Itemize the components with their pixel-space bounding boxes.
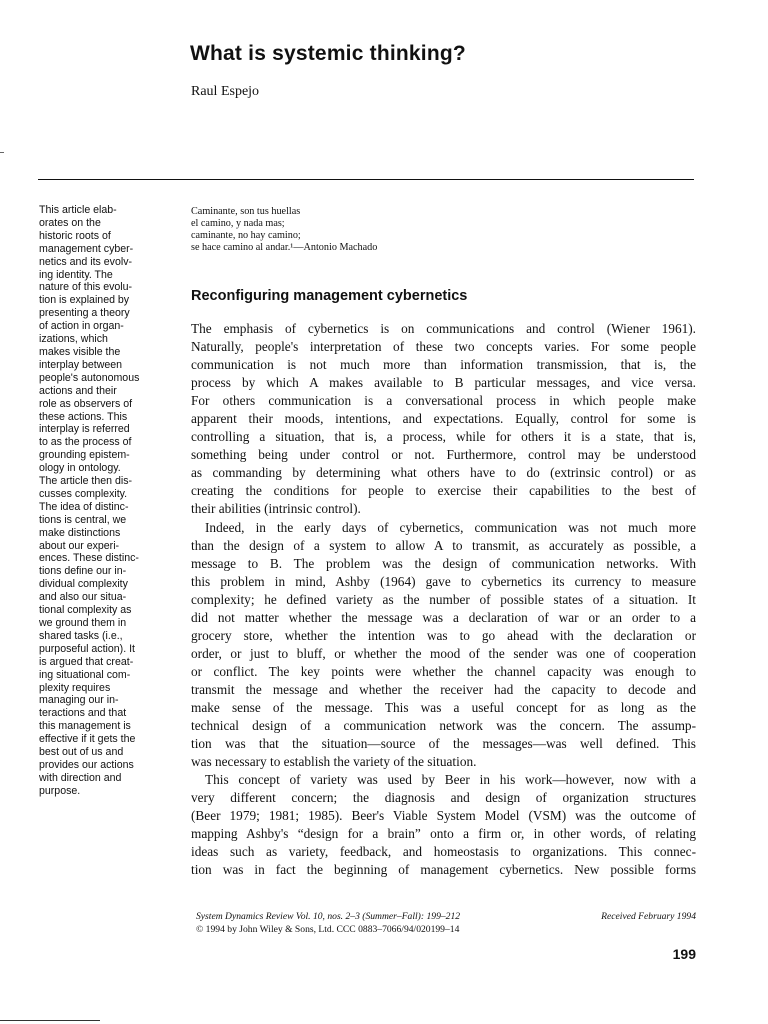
abstract-line: managing our in-: [39, 694, 119, 707]
abstract-line: of action in organ-: [39, 320, 124, 333]
body-line: or conflict. The key points were whether the channel capacity was enough to: [191, 663, 696, 679]
abstract-line: tions is central, we: [39, 513, 127, 526]
copyright-line: © 1994 by John Wiley & Sons, Ltd. CCC 0883–7066/94/020199–14: [196, 923, 460, 935]
body-line: mapping Ashby's “design for a brain” onto a firm or, in other words, of relating: [191, 826, 696, 842]
abstract-line: about our experi-: [39, 539, 120, 552]
abstract-line: to as the process of: [39, 436, 132, 449]
body-line: complexity; he defined variety as the number of possible states of a situation. It: [191, 591, 696, 607]
body-line: order, or just to bluff, or whether the mood of the sender was one of cooperation: [191, 645, 696, 661]
footer-citation: [196, 911, 460, 936]
journal-citation: System Dynamics Review Vol. 10, nos. 2–3 (Summer–Fall): 199–212: [196, 911, 461, 922]
body-line: their abilities (intrinsic control).: [191, 501, 361, 517]
body-text: [191, 320, 696, 879]
abstract-line: izations, which: [39, 333, 108, 346]
abstract-line: ology in ontology.: [39, 462, 121, 475]
abstract-line: role as observers of: [39, 397, 133, 410]
abstract-line: nature of this evolu-: [39, 281, 133, 294]
body-line: For others communication is a conversational process in which people make: [191, 393, 696, 409]
abstract-line: ences. These distinc-: [39, 552, 139, 565]
abstract-line: cusses complexity.: [39, 487, 128, 500]
body-line: message to B. The problem was the design of communication networks. With: [191, 555, 696, 571]
abstract-line: and also our situa-: [39, 591, 127, 604]
abstract-line: effective if it gets the: [39, 733, 136, 746]
section-heading: Reconfiguring management cybernetics: [191, 288, 468, 304]
abstract-line: is argued that creat-: [39, 655, 134, 668]
body-line: This concept of variety was used by Beer in his work—however, now with a: [205, 772, 696, 788]
abstract-line: makes visible the: [39, 345, 121, 358]
abstract-line: historic roots of: [39, 229, 111, 242]
body-line: Naturally, people's interpretation of these two concepts varies. For some people: [191, 339, 696, 355]
epigraph-line: el camino, y nada mas;: [191, 218, 285, 229]
header-divider: [38, 179, 694, 180]
page-number: 199: [672, 946, 696, 962]
body-line: creating the conditions for people to exercise their capabilities to the best of: [191, 483, 696, 499]
body-line: this problem in mind, Ashby (1964) gave to cybernetics its currency to measure: [191, 573, 696, 589]
body-line: technical design of a communication network was the concern. The assump-: [191, 718, 696, 734]
abstract-line: plexity requires: [39, 681, 111, 694]
abstract-line: interplay is referred: [39, 423, 130, 436]
abstract-line: provides our actions: [39, 758, 134, 771]
body-line: something being under control or not. Furthermore, control may be understood: [191, 447, 696, 463]
body-line: grocery store, whether the intention was to go ahead with the declaration or: [191, 627, 696, 643]
body-line: apparent their moods, intentions, and expectations. Equally, control for some is: [191, 411, 696, 427]
epigraph-line: caminante, no hay camino;: [191, 230, 301, 241]
abstract-line: management cyber-: [39, 242, 134, 255]
body-line: process by which A makes available to B particular messages, and vice versa.: [191, 375, 696, 391]
abstract-line: tion is explained by: [39, 294, 130, 307]
body-line: The emphasis of cybernetics is on communications and control (Wiener 1961).: [191, 321, 696, 336]
epigraph-line: Caminante, son tus huellas: [191, 206, 301, 217]
abstract-line: teractions and that: [39, 707, 127, 720]
body-line: transmit the message and whether the receiver had the capacity to decode and: [191, 681, 696, 697]
abstract-sidebar: [39, 204, 169, 798]
body-line: as commanding by determining what others have to do (extrinsic control) or as: [191, 465, 696, 481]
abstract-line: tional complexity as: [39, 604, 132, 617]
body-line: (Beer 1979; 1981; 1985). Beer's Viable System Model (VSM) was the outcome of: [191, 808, 696, 824]
body-line: than the design of a system to allow A to transmit, as accurately as possible, a: [191, 537, 696, 553]
abstract-line: tions define our in-: [39, 565, 127, 578]
abstract-line: This article elab-: [39, 204, 117, 216]
abstract-line: grounding epistem-: [39, 449, 130, 462]
body-line: tion was in fact the beginning of management cybernetics. New possible forms: [191, 862, 696, 878]
body-line: did not matter whether the message was a declaration of war or an order to a: [191, 609, 696, 625]
article-title: What is systemic thinking?: [190, 42, 466, 65]
scan-edge-mark-bottom: [0, 1020, 100, 1021]
abstract-line: shared tasks (i.e.,: [39, 629, 123, 642]
author-name: Raul Espejo: [191, 84, 260, 99]
body-line: tion was that the situation—source of the messages—was well defined. This: [191, 736, 696, 752]
abstract-line: The idea of distinc-: [39, 500, 129, 513]
body-line: very different concern; the diagnosis and design of organization structures: [191, 790, 696, 806]
abstract-line: purpose.: [39, 784, 81, 797]
abstract-line: purposeful action). It: [39, 642, 135, 655]
abstract-line: interplay between: [39, 358, 123, 371]
abstract-line: with direction and: [39, 771, 122, 784]
abstract-line: best out of us and: [39, 746, 124, 759]
abstract-line: presenting a theory: [39, 307, 130, 320]
body-line: was necessary to establish the variety of the situation.: [191, 754, 477, 770]
body-line: Indeed, in the early days of cybernetics, communication was not much more: [205, 519, 696, 535]
abstract-line: ing identity. The: [39, 268, 113, 281]
body-line: make sense of the message. This was a useful concept for as long as the: [191, 699, 696, 715]
abstract-line: dividual complexity: [39, 578, 128, 591]
body-line: communication is not much more than information transmission, that is, the: [191, 357, 696, 373]
abstract-line: make distinctions: [39, 526, 121, 539]
body-line: ideas such as variety, feedback, and homeostasis to organizations. This connec-: [191, 844, 696, 860]
abstract-line: The article then dis-: [39, 475, 133, 488]
abstract-line: this management is: [39, 720, 131, 733]
abstract-line: actions and their: [39, 384, 117, 397]
body-line: controlling a situation, that is, a process, while for others it is a state, that is,: [191, 429, 696, 445]
abstract-line: netics and its evolv-: [39, 255, 133, 268]
scan-edge-mark: [0, 152, 4, 153]
abstract-line: people's autonomous: [39, 371, 140, 384]
epigraph-line: se hace camino al andar.¹—Antonio Machado: [191, 242, 378, 253]
epigraph: [191, 206, 377, 254]
abstract-line: these actions. This: [39, 410, 128, 423]
received-date: Received February 1994: [601, 911, 696, 922]
abstract-line: orates on the: [39, 216, 101, 229]
abstract-line: ing situational com-: [39, 668, 131, 681]
abstract-line: we ground them in: [39, 617, 127, 629]
